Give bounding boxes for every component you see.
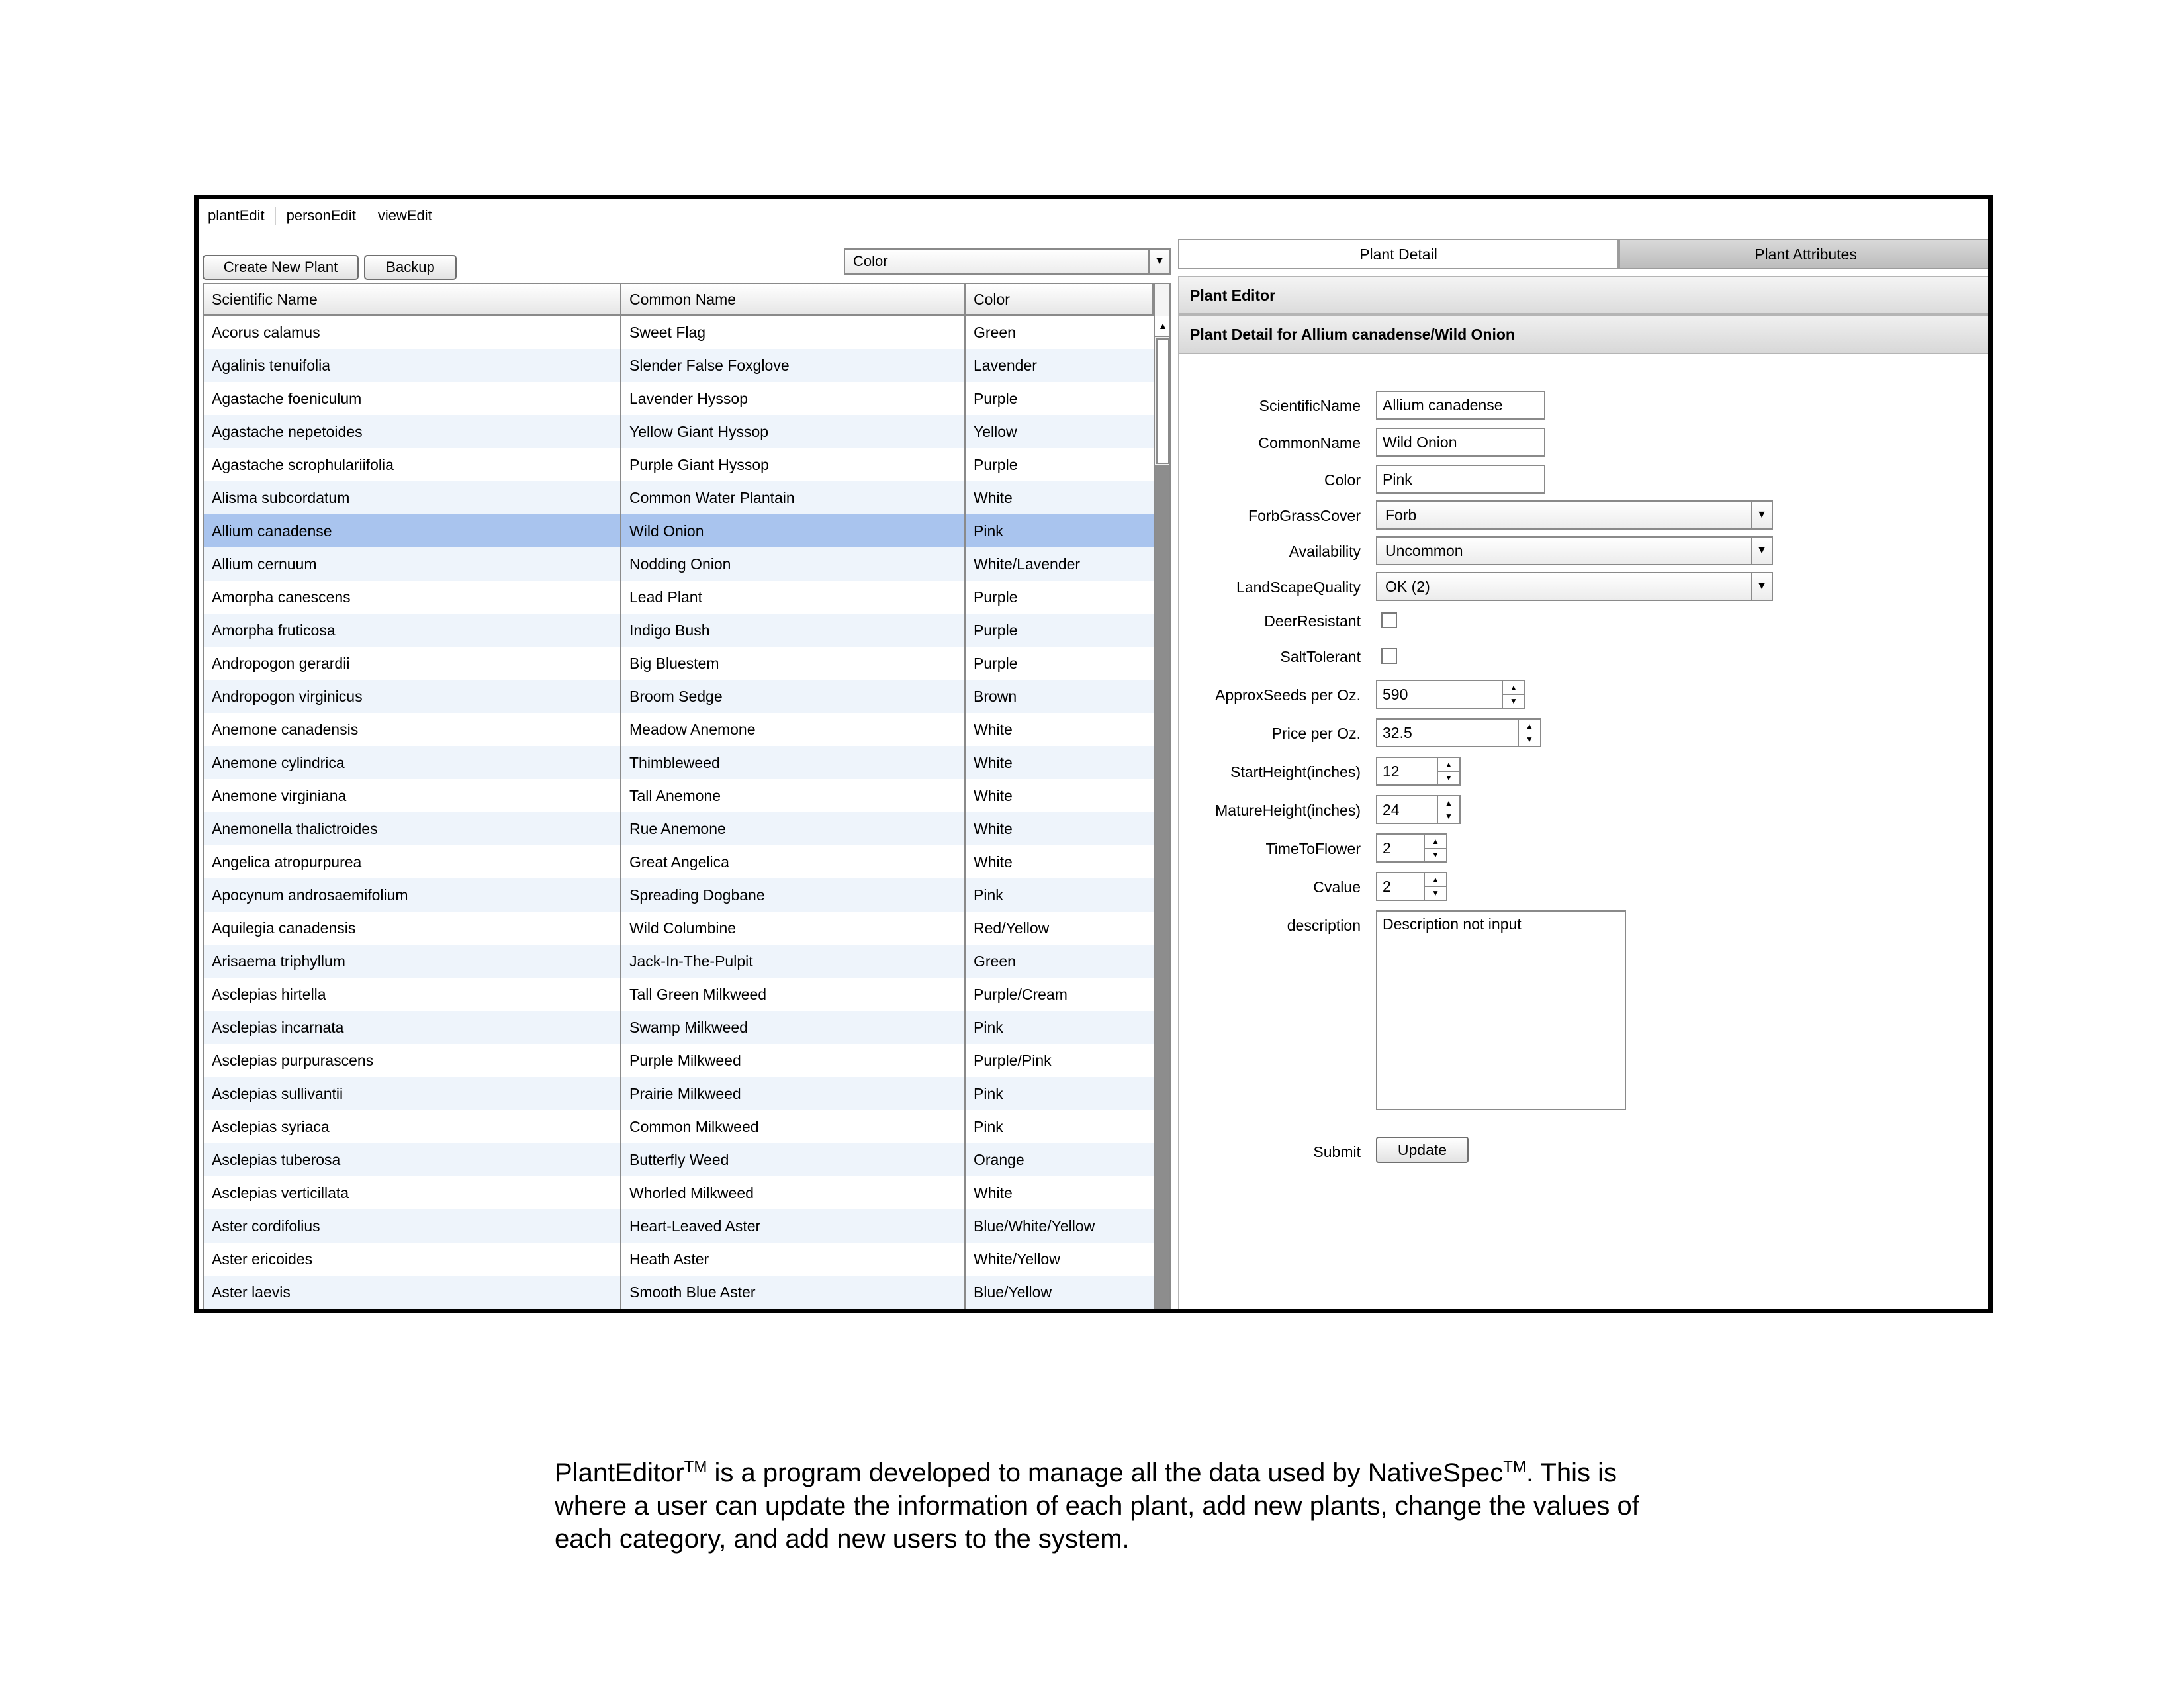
cell-scientific-name: Allium cernuum bbox=[204, 547, 621, 581]
cell-common-name: Sweet Flag bbox=[621, 316, 966, 349]
label-forb-grass-cover: ForbGrassCover bbox=[1248, 507, 1361, 524]
table-row[interactable] bbox=[204, 779, 1154, 812]
plant-detail-form bbox=[1178, 354, 1993, 1313]
cell-common-name: Thimbleweed bbox=[621, 746, 966, 779]
table-row[interactable] bbox=[204, 415, 1154, 448]
chevron-down-icon[interactable]: ▼ bbox=[1148, 250, 1169, 273]
cell-color: White bbox=[974, 489, 1013, 506]
vertical-scrollbar[interactable] bbox=[1154, 316, 1171, 1313]
cell-color: Pink bbox=[974, 522, 1003, 539]
cell-scientific-name: Asclepias verticillata bbox=[204, 1176, 621, 1209]
price-value: 32.5 bbox=[1383, 724, 1412, 741]
cell-color: Blue/White/Yellow bbox=[974, 1217, 1095, 1235]
caption-part-2: is a program developed to manage all the data used by NativeSpec bbox=[707, 1458, 1504, 1487]
scroll-up-arrow-icon[interactable]: ▲ bbox=[1155, 316, 1171, 337]
cell-color: Purple bbox=[974, 455, 1018, 473]
table-row[interactable] bbox=[204, 614, 1154, 647]
cell-color: Green bbox=[974, 952, 1016, 970]
cell-common-name: Great Angelica bbox=[621, 845, 966, 878]
cell-common-name: Prairie Milkweed bbox=[621, 1077, 966, 1110]
availability-value: Uncommon bbox=[1385, 541, 1463, 559]
header-corner bbox=[1154, 284, 1171, 316]
column-header-common-name[interactable]: Common Name bbox=[621, 284, 966, 314]
cell-scientific-name: Anemone virginiana bbox=[204, 779, 621, 812]
table-row[interactable] bbox=[204, 1011, 1154, 1044]
cell-scientific-name: Alisma subcordatum bbox=[204, 481, 621, 514]
table-row[interactable] bbox=[204, 1243, 1154, 1276]
cell-scientific-name: Andropogon virginicus bbox=[204, 680, 621, 713]
cell-scientific-name: Apocynum androsaemifolium bbox=[204, 878, 621, 912]
table-row[interactable] bbox=[204, 1044, 1154, 1077]
cell-common-name: Rue Anemone bbox=[621, 812, 966, 845]
cell-scientific-name: Asclepias hirtella bbox=[204, 978, 621, 1011]
cell-scientific-name: Agalinis tenuifolia bbox=[204, 349, 621, 382]
cell-common-name: Swamp Milkweed bbox=[621, 1011, 966, 1044]
forb-grass-cover-select[interactable] bbox=[1376, 500, 1773, 530]
cell-color: Purple bbox=[974, 389, 1018, 407]
cell-common-name: Broom Sedge bbox=[621, 680, 966, 713]
cell-scientific-name: Agastache foeniculum bbox=[204, 382, 621, 415]
spin-up-icon[interactable]: ▲ bbox=[1503, 681, 1524, 695]
cell-common-name: Big Bluestem bbox=[621, 647, 966, 680]
cell-common-name: Purple Giant Hyssop bbox=[621, 448, 966, 481]
table-row[interactable] bbox=[204, 514, 1154, 547]
table-row[interactable] bbox=[204, 448, 1154, 481]
cell-color: Lavender bbox=[974, 356, 1037, 374]
spin-down-icon[interactable]: ▼ bbox=[1432, 888, 1439, 898]
cell-scientific-name: Allium canadense bbox=[204, 514, 621, 547]
label-color: Color bbox=[1324, 471, 1361, 489]
landscape-quality-value: OK (2) bbox=[1385, 577, 1430, 595]
cell-scientific-name: Amorpha fruticosa bbox=[204, 614, 621, 647]
cell-color: Green bbox=[974, 323, 1016, 341]
spin-down-icon[interactable]: ▼ bbox=[1510, 696, 1518, 706]
cell-color: White/Lavender bbox=[974, 555, 1081, 573]
table-row[interactable] bbox=[204, 845, 1154, 878]
label-cvalue: Cvalue bbox=[1313, 878, 1361, 896]
plant-editor-window bbox=[194, 195, 1993, 1313]
time-to-flower-value: 2 bbox=[1383, 839, 1391, 857]
menu-person-edit[interactable]: personEdit bbox=[287, 207, 367, 225]
cell-color: Purple/Cream bbox=[974, 985, 1068, 1003]
cell-common-name: Yellow Giant Hyssop bbox=[621, 415, 966, 448]
mature-height-spinner[interactable] bbox=[1376, 795, 1461, 824]
cell-scientific-name: Aster ericoides bbox=[204, 1243, 621, 1276]
cell-color: White bbox=[974, 1184, 1013, 1201]
cell-scientific-name: Aster cordifolius bbox=[204, 1209, 621, 1243]
cell-color: White bbox=[974, 820, 1013, 837]
price-spinner[interactable] bbox=[1376, 718, 1541, 747]
column-filter-select[interactable] bbox=[844, 248, 1171, 275]
label-deer-resistant: DeerResistant bbox=[1264, 612, 1361, 630]
table-row[interactable] bbox=[204, 713, 1154, 746]
caption-part-3: . This is where a user can update the information of each plant, add new plants, change the values of each category, and add new users to the system. bbox=[555, 1458, 1639, 1554]
cell-scientific-name: Agastache scrophulariifolia bbox=[204, 448, 621, 481]
availability-select[interactable] bbox=[1376, 536, 1773, 565]
cell-color: Purple bbox=[974, 654, 1018, 672]
cell-color: Purple bbox=[974, 621, 1018, 639]
label-approx-seeds: ApproxSeeds per Oz. bbox=[1215, 686, 1361, 704]
menu-plant-edit[interactable]: plantEdit bbox=[208, 207, 276, 225]
cell-color: Orange bbox=[974, 1150, 1024, 1168]
table-row[interactable] bbox=[204, 680, 1154, 713]
spin-up-icon[interactable]: ▲ bbox=[1425, 873, 1446, 887]
cell-common-name: Heart-Leaved Aster bbox=[621, 1209, 966, 1243]
table-row[interactable] bbox=[204, 481, 1154, 514]
spin-down-icon[interactable]: ▼ bbox=[1432, 850, 1439, 860]
cell-common-name: Heath Aster bbox=[621, 1243, 966, 1276]
table-row[interactable] bbox=[204, 647, 1154, 680]
label-landscape-quality: LandScapeQuality bbox=[1236, 579, 1361, 596]
cell-scientific-name: Asclepias sullivantii bbox=[204, 1077, 621, 1110]
cell-color: Pink bbox=[974, 1117, 1003, 1135]
chevron-down-icon[interactable]: ▼ bbox=[1751, 538, 1772, 564]
cell-common-name: Purple Milkweed bbox=[621, 1044, 966, 1077]
table-body bbox=[204, 316, 1154, 1309]
table-row[interactable] bbox=[204, 912, 1154, 945]
table-row[interactable] bbox=[204, 812, 1154, 845]
cell-common-name: Meadow Anemone bbox=[621, 713, 966, 746]
start-height-value: 12 bbox=[1383, 762, 1400, 780]
tab-plant-detail[interactable]: Plant Detail bbox=[1178, 239, 1619, 269]
time-to-flower-spinner[interactable] bbox=[1376, 833, 1447, 863]
menu-view-edit[interactable]: viewEdit bbox=[377, 207, 432, 224]
cell-color: Yellow bbox=[974, 422, 1017, 440]
cell-scientific-name: Aster laevis bbox=[204, 1276, 621, 1309]
tab-bar bbox=[1178, 239, 1993, 269]
table-header bbox=[204, 284, 1154, 316]
cell-scientific-name: Agastache nepetoides bbox=[204, 415, 621, 448]
table-row[interactable] bbox=[204, 349, 1154, 382]
cell-scientific-name: Andropogon gerardii bbox=[204, 647, 621, 680]
table-row[interactable] bbox=[204, 1143, 1154, 1176]
label-time-to-flower: TimeToFlower bbox=[1265, 840, 1361, 857]
label-scientific-name: ScientificName bbox=[1259, 397, 1361, 414]
table-row[interactable] bbox=[204, 945, 1154, 978]
cell-scientific-name: Arisaema triphyllum bbox=[204, 945, 621, 978]
spin-up-icon[interactable]: ▲ bbox=[1519, 720, 1540, 733]
cell-scientific-name: Aquilegia canadensis bbox=[204, 912, 621, 945]
spin-down-icon[interactable]: ▼ bbox=[1445, 773, 1453, 783]
cell-color: Purple bbox=[974, 588, 1018, 606]
color-field[interactable]: Pink bbox=[1376, 465, 1545, 494]
cell-scientific-name: Acorus calamus bbox=[204, 316, 621, 349]
cell-common-name: Jack-In-The-Pulpit bbox=[621, 945, 966, 978]
column-header-color[interactable]: Color bbox=[966, 284, 1154, 314]
plant-detail-heading: Plant Detail for Allium canadense/Wild Onion bbox=[1178, 314, 1993, 354]
cell-common-name: Tall Anemone bbox=[621, 779, 966, 812]
cell-color: Pink bbox=[974, 1084, 1003, 1102]
cell-common-name: Slender False Foxglove bbox=[621, 349, 966, 382]
scrollbar-track[interactable] bbox=[1155, 465, 1171, 1313]
column-header-scientific-name[interactable]: Scientific Name bbox=[204, 284, 621, 314]
cell-scientific-name: Anemone canadensis bbox=[204, 713, 621, 746]
menu-bar bbox=[199, 199, 1993, 232]
update-button[interactable]: Update bbox=[1376, 1137, 1469, 1163]
start-height-spinner[interactable] bbox=[1376, 757, 1461, 786]
cell-color: White bbox=[974, 786, 1013, 804]
approx-seeds-spinner[interactable] bbox=[1376, 680, 1525, 709]
cell-common-name: Wild Columbine bbox=[621, 912, 966, 945]
chevron-down-icon[interactable]: ▼ bbox=[1751, 573, 1772, 600]
cell-common-name: Common Milkweed bbox=[621, 1110, 966, 1143]
cell-color: White bbox=[974, 753, 1013, 771]
cell-color: Pink bbox=[974, 886, 1003, 904]
cell-color: Pink bbox=[974, 1018, 1003, 1036]
table-row[interactable] bbox=[204, 1110, 1154, 1143]
spin-down-icon[interactable]: ▼ bbox=[1445, 812, 1453, 821]
cell-color: White/Yellow bbox=[974, 1250, 1060, 1268]
table-row[interactable] bbox=[204, 547, 1154, 581]
salt-tolerant-checkbox[interactable] bbox=[1381, 648, 1397, 664]
right-pane bbox=[1178, 239, 1993, 1313]
deer-resistant-checkbox[interactable] bbox=[1381, 612, 1397, 628]
cell-color: Red/Yellow bbox=[974, 919, 1050, 937]
spin-up-icon[interactable]: ▲ bbox=[1425, 835, 1446, 849]
mature-height-value: 24 bbox=[1383, 800, 1400, 818]
table-row[interactable] bbox=[204, 1209, 1154, 1243]
cell-color: White bbox=[974, 720, 1013, 738]
table-row[interactable] bbox=[204, 581, 1154, 614]
cell-color: Brown bbox=[974, 687, 1017, 705]
cell-scientific-name: Asclepias syriaca bbox=[204, 1110, 621, 1143]
table-row[interactable] bbox=[204, 978, 1154, 1011]
caption-part-1: PlantEditor bbox=[555, 1458, 684, 1487]
cell-common-name: Whorled Milkweed bbox=[621, 1176, 966, 1209]
table-row[interactable] bbox=[204, 1176, 1154, 1209]
plant-editor-heading: Plant Editor bbox=[1178, 276, 1993, 314]
cell-common-name: Lead Plant bbox=[621, 581, 966, 614]
table-row[interactable] bbox=[204, 1276, 1154, 1309]
cell-common-name: Spreading Dogbane bbox=[621, 878, 966, 912]
table-row[interactable] bbox=[204, 746, 1154, 779]
approx-seeds-value: 590 bbox=[1383, 685, 1408, 703]
spin-up-icon[interactable]: ▲ bbox=[1438, 758, 1459, 772]
cvalue-spinner[interactable] bbox=[1376, 872, 1447, 901]
caption-paragraph bbox=[555, 1456, 1680, 1556]
column-filter-value: Color bbox=[853, 253, 888, 269]
scrollbar-thumb[interactable] bbox=[1156, 338, 1169, 464]
tab-plant-attributes[interactable]: Plant Attributes bbox=[1619, 239, 1993, 269]
cell-common-name: Indigo Bush bbox=[621, 614, 966, 647]
cell-color: Blue/Yellow bbox=[974, 1283, 1052, 1301]
label-mature-height: MatureHeight(inches) bbox=[1215, 802, 1361, 819]
trademark-symbol: TM bbox=[684, 1458, 707, 1476]
cell-common-name: Common Water Plantain bbox=[621, 481, 966, 514]
scientific-name-field[interactable]: Allium canadense bbox=[1376, 391, 1545, 420]
cell-color: White bbox=[974, 853, 1013, 870]
cell-common-name: Wild Onion bbox=[621, 514, 966, 547]
table-row[interactable] bbox=[204, 316, 1154, 349]
trademark-symbol: TM bbox=[1503, 1458, 1526, 1476]
cell-scientific-name: Asclepias purpurascens bbox=[204, 1044, 621, 1077]
common-name-field[interactable]: Wild Onion bbox=[1376, 428, 1545, 457]
cell-common-name: Tall Green Milkweed bbox=[621, 978, 966, 1011]
label-availability: Availability bbox=[1289, 543, 1361, 560]
landscape-quality-select[interactable] bbox=[1376, 572, 1773, 601]
spin-up-icon[interactable]: ▲ bbox=[1438, 796, 1459, 810]
cell-common-name: Lavender Hyssop bbox=[621, 382, 966, 415]
cell-scientific-name: Angelica atropurpurea bbox=[204, 845, 621, 878]
label-submit: Submit bbox=[1313, 1143, 1361, 1160]
cell-common-name: Butterfly Weed bbox=[621, 1143, 966, 1176]
cell-scientific-name: Asclepias tuberosa bbox=[204, 1143, 621, 1176]
cell-common-name: Nodding Onion bbox=[621, 547, 966, 581]
cvalue-value: 2 bbox=[1383, 877, 1391, 895]
forb-grass-cover-value: Forb bbox=[1385, 506, 1417, 524]
label-description: description bbox=[1287, 917, 1361, 934]
chevron-down-icon[interactable]: ▼ bbox=[1751, 502, 1772, 528]
cell-scientific-name: Asclepias incarnata bbox=[204, 1011, 621, 1044]
plant-table bbox=[203, 283, 1171, 1313]
label-common-name: CommonName bbox=[1258, 434, 1361, 451]
create-new-plant-button[interactable]: Create New Plant bbox=[203, 255, 359, 280]
cell-scientific-name: Anemonella thalictroides bbox=[204, 812, 621, 845]
backup-button[interactable]: Backup bbox=[364, 255, 457, 280]
table-row[interactable] bbox=[204, 1077, 1154, 1110]
cell-common-name: Smooth Blue Aster bbox=[621, 1276, 966, 1309]
cell-color: Purple/Pink bbox=[974, 1051, 1052, 1069]
cell-scientific-name: Anemone cylindrica bbox=[204, 746, 621, 779]
label-salt-tolerant: SaltTolerant bbox=[1280, 648, 1361, 665]
label-start-height: StartHeight(inches) bbox=[1230, 763, 1361, 780]
spin-down-icon[interactable]: ▼ bbox=[1525, 735, 1533, 745]
label-price: Price per Oz. bbox=[1271, 725, 1361, 742]
table-row[interactable] bbox=[204, 878, 1154, 912]
description-textarea[interactable]: Description not input bbox=[1376, 910, 1626, 1110]
table-row[interactable] bbox=[204, 382, 1154, 415]
cell-scientific-name: Amorpha canescens bbox=[204, 581, 621, 614]
